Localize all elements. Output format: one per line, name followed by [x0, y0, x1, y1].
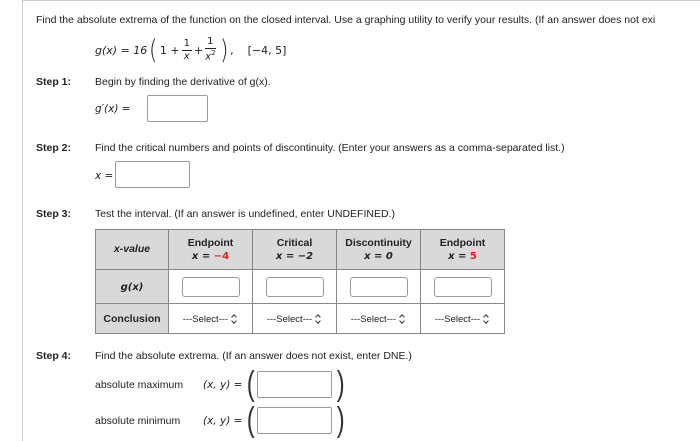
step2-text: Find the critical numbers and points of discontinuity. (Enter your answers as a comma-separated list.): [95, 142, 565, 154]
absolute-max-open-paren: (: [246, 365, 255, 403]
header-endpoint-left: Endpoint x = −4: [169, 230, 253, 270]
step3-text: Test the interval. (If an answer is undefined, enter UNDEFINED.): [95, 208, 395, 220]
gx-cell-discontinuity: [337, 270, 421, 304]
conclusion-cell-critical: [253, 304, 337, 334]
chevron-updown-icon: [483, 315, 490, 324]
problem-instructions: Find the absolute extrema of the function on the closed interval. Use a graphing utility to verify your results. (If an answer does not exi: [36, 14, 656, 26]
gx-input-endpoint-right[interactable]: [434, 277, 492, 297]
conclusion-cell-endpoint-left: [169, 304, 253, 334]
header-endpoint-right: Endpoint x = 5: [421, 230, 505, 270]
absolute-max-close-paren: ): [336, 365, 345, 403]
header-critical: Critical x = −2: [253, 230, 337, 270]
absolute-max-label: absolute maximum: [95, 379, 184, 391]
fraction-one-over-x-squared: $\frac{1}{x^2}$: [205, 36, 216, 63]
formula-close-paren: ): [219, 34, 229, 66]
conclusion-select-endpoint-right[interactable]: ---Select---: [435, 314, 490, 325]
gx-row-label: g(x): [96, 270, 169, 304]
critical-numbers-label: x =: [95, 170, 114, 182]
absolute-min-xy-label: (x, y) =: [203, 415, 243, 427]
content-frame: [22, 0, 700, 441]
conclusion-cell-discontinuity: [337, 304, 421, 334]
conclusion-select-discontinuity[interactable]: ---Select---: [351, 314, 406, 325]
step1-text: Begin by finding the derivative of g(x).: [95, 76, 271, 88]
absolute-min-label: absolute minimum: [95, 415, 181, 427]
formula-open-paren: (: [149, 34, 158, 66]
critical-numbers-input[interactable]: [115, 161, 190, 188]
xvalue-header: x-value: [96, 230, 169, 270]
conclusion-cell-endpoint-right: [421, 304, 505, 334]
conclusion-select-endpoint-left[interactable]: ---Select---: [183, 314, 238, 325]
step3-label: Step 3:: [36, 208, 72, 220]
chevron-updown-icon: [231, 315, 238, 324]
function-formula: [95, 34, 286, 66]
chevron-updown-icon: [399, 315, 406, 324]
gx-input-discontinuity[interactable]: [350, 277, 408, 297]
derivative-label: g′(x) =: [95, 103, 131, 115]
header-discontinuity: Discontinuity x = 0: [337, 230, 421, 270]
formula-interval: [−4, 5]: [247, 43, 287, 57]
formula-plus: +: [193, 43, 204, 57]
gx-input-critical[interactable]: [266, 277, 324, 297]
gx-cell-endpoint-left: [169, 270, 253, 304]
step4-label: Step 4:: [36, 350, 72, 362]
absolute-min-open-paren: (: [246, 401, 255, 439]
conclusion-select-critical[interactable]: ---Select---: [267, 314, 322, 325]
gx-cell-endpoint-right: [421, 270, 505, 304]
test-interval-table: [95, 229, 505, 334]
gx-cell-critical: [253, 270, 337, 304]
formula-term1: 1 +: [159, 43, 180, 57]
gx-input-endpoint-left[interactable]: [182, 277, 240, 297]
absolute-min-close-paren: ): [336, 401, 345, 439]
step2-label: Step 2:: [36, 142, 72, 154]
chevron-updown-icon: [315, 315, 322, 324]
conclusion-row-label: Conclusion: [96, 304, 169, 334]
fraction-one-over-x: $\frac{1}{x}$: [183, 37, 190, 62]
derivative-input[interactable]: [147, 95, 208, 122]
absolute-max-input[interactable]: [257, 371, 332, 398]
absolute-max-xy-label: (x, y) =: [203, 379, 243, 391]
step4-text: Find the absolute extrema. (If an answer does not exist, enter DNE.): [95, 350, 412, 362]
formula-lhs: g(x) = 16: [95, 43, 148, 57]
formula-comma: ,: [230, 43, 234, 57]
absolute-min-input[interactable]: [257, 407, 332, 434]
step1-label: Step 1:: [36, 76, 72, 88]
